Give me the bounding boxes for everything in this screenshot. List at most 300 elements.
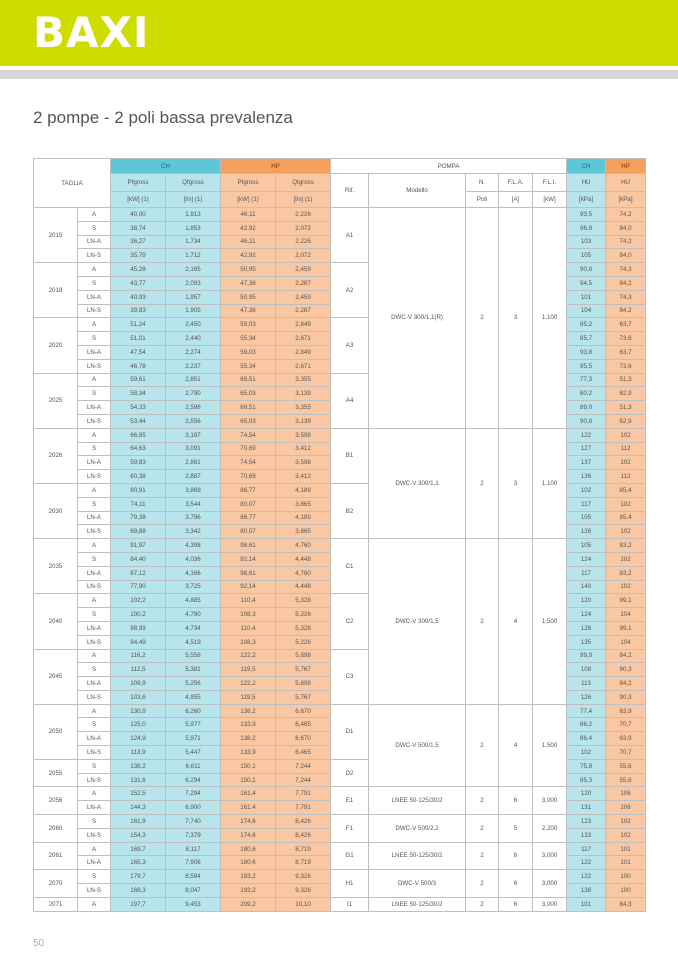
hu-hp-cell: 102 (606, 580, 646, 594)
hu-ch-cell: 122 (567, 870, 606, 884)
qtgross-cell: 9,326 (276, 870, 331, 884)
qtgross-cell: 6,465 (276, 746, 331, 760)
header-pfgross: Pfgross (111, 174, 166, 192)
hu-hp-cell: 51,3 (606, 401, 646, 415)
variant-cell: LN-A (78, 456, 111, 470)
variant-cell: S (78, 497, 111, 511)
fli-cell: 3,000 (533, 787, 567, 815)
pfgross-cell: 35,79 (111, 249, 166, 263)
header-ptgross: Ptgross (221, 174, 276, 192)
variant-cell: LN-A (78, 566, 111, 580)
pfgross-cell: 43,77 (111, 276, 166, 290)
hu-ch-cell: 105 (567, 511, 606, 525)
unit-fli: [kW] (533, 192, 567, 208)
qfgross-cell: 5,447 (166, 746, 221, 760)
qtgross-cell: 2,459 (276, 290, 331, 304)
taglia-cell: 2040 (34, 594, 78, 649)
hu-hp-cell: 73,6 (606, 359, 646, 373)
hu-hp-cell: 84,0 (606, 221, 646, 235)
fla-cell: 3 (499, 428, 533, 538)
page-title: 2 pompe - 2 poli bassa prevalenza (33, 108, 293, 127)
variant-cell: A (78, 428, 111, 442)
qtgross-cell: 2,287 (276, 276, 331, 290)
pfgross-cell: 54,33 (111, 401, 166, 415)
taglia-cell: 2045 (34, 649, 78, 704)
ptgross-cell: 122,2 (221, 677, 276, 691)
hu-hp-cell: 63,9 (606, 704, 646, 718)
hu-ch-cell: 108 (567, 663, 606, 677)
variant-cell: S (78, 332, 111, 346)
variant-cell: S (78, 442, 111, 456)
qtgross-cell: 5,767 (276, 690, 331, 704)
rif-cell: C1 (331, 539, 369, 594)
qtgross-cell: 2,072 (276, 249, 331, 263)
qfgross-cell: 3,091 (166, 442, 221, 456)
qtgross-cell: 10,10 (276, 897, 331, 911)
variant-cell: S (78, 759, 111, 773)
qfgross-cell: 5,256 (166, 677, 221, 691)
fli-cell: 2,200 (533, 815, 567, 843)
qtgross-cell: 2,849 (276, 345, 331, 359)
qfgross-cell: 2,598 (166, 401, 221, 415)
qtgross-cell: 6,670 (276, 704, 331, 718)
qtgross-cell: 5,328 (276, 594, 331, 608)
qtgross-cell: 3,355 (276, 401, 331, 415)
hu-hp-cell: 101 (606, 842, 646, 856)
pfgross-cell: 69,88 (111, 525, 166, 539)
hu-hp-cell: 84,2 (606, 276, 646, 290)
variant-cell: A (78, 594, 111, 608)
qtgross-cell: 7,791 (276, 787, 331, 801)
pfgross-cell: 46,78 (111, 359, 166, 373)
header-ch-right: CH (567, 159, 606, 174)
hu-hp-cell: 84,2 (606, 677, 646, 691)
hu-hp-cell: 104 (606, 635, 646, 649)
pfgross-cell: 80,91 (111, 483, 166, 497)
variant-cell: LN-S (78, 304, 111, 318)
qfgross-cell: 2,093 (166, 276, 221, 290)
variant-cell: A (78, 704, 111, 718)
pfgross-cell: 58,34 (111, 387, 166, 401)
unit-qtgross: [l/s] (1) (276, 192, 331, 208)
ptgross-cell: 46,11 (221, 235, 276, 249)
hu-hp-cell: 74,2 (606, 235, 646, 249)
ptgross-cell: 50,95 (221, 290, 276, 304)
pfgross-cell: 47,54 (111, 345, 166, 359)
pfgross-cell: 51,01 (111, 332, 166, 346)
ptgross-cell: 65,03 (221, 414, 276, 428)
header-qfgross: Qfgross (166, 174, 221, 192)
modello-cell: DWC-V 500/1,5 (369, 704, 466, 787)
pfgross-cell: 64,63 (111, 442, 166, 456)
hu-hp-cell: 112 (606, 442, 646, 456)
variant-cell: LN-A (78, 401, 111, 415)
poli-cell: 2 (466, 539, 499, 705)
qtgross-cell: 2,671 (276, 359, 331, 373)
qfgross-cell: 3,544 (166, 497, 221, 511)
hu-ch-cell: 136 (567, 470, 606, 484)
ptgross-cell: 161,4 (221, 801, 276, 815)
header-modello: Modello (369, 174, 466, 208)
fli-cell: 1,500 (533, 539, 567, 705)
pfgross-cell: 60,38 (111, 470, 166, 484)
hu-ch-cell: 124 (567, 608, 606, 622)
qfgross-cell: 6,900 (166, 801, 221, 815)
taglia-cell: 2056 (34, 787, 78, 815)
pfgross-cell: 84,40 (111, 552, 166, 566)
pfgross-cell: 59,83 (111, 456, 166, 470)
taglia-cell: 2070 (34, 870, 78, 898)
qtgross-cell: 7,244 (276, 759, 331, 773)
hu-hp-cell: 70,7 (606, 746, 646, 760)
ptgross-cell: 55,34 (221, 359, 276, 373)
fla-cell: 6 (499, 870, 533, 898)
ptgross-cell: 80,07 (221, 525, 276, 539)
hu-ch-cell: 105 (567, 539, 606, 553)
qtgross-cell: 6,465 (276, 718, 331, 732)
hu-hp-cell: 102 (606, 525, 646, 539)
variant-cell: S (78, 663, 111, 677)
hu-ch-cell: 131 (567, 801, 606, 815)
hu-hp-cell: 83,2 (606, 566, 646, 580)
header-taglia: TAGLIA (34, 159, 111, 208)
hu-ch-cell: 75,8 (567, 759, 606, 773)
pfgross-cell: 38,74 (111, 221, 166, 235)
qtgross-cell: 2,226 (276, 235, 331, 249)
unit-pfgross: [kW] (1) (111, 192, 166, 208)
pfgross-cell: 116,2 (111, 649, 166, 663)
poli-cell: 2 (466, 787, 499, 815)
header-fli: F.L.I. (533, 174, 567, 192)
ptgross-cell: 174,6 (221, 815, 276, 829)
modello-cell: DWC-V 500/2,2 (369, 815, 466, 843)
header-rif: Rif. (331, 174, 369, 208)
qfgross-cell: 2,274 (166, 345, 221, 359)
fla-cell: 4 (499, 539, 533, 705)
ptgross-cell: 98,61 (221, 539, 276, 553)
fla-cell: 3 (499, 208, 533, 429)
ptgross-cell: 74,54 (221, 428, 276, 442)
variant-cell: LN-A (78, 677, 111, 691)
fla-cell: 6 (499, 787, 533, 815)
pfgross-cell: 144,3 (111, 801, 166, 815)
hu-ch-cell: 135 (567, 635, 606, 649)
qfgross-cell: 4,036 (166, 552, 221, 566)
hu-ch-cell: 94,5 (567, 276, 606, 290)
hu-ch-cell: 89,0 (567, 401, 606, 415)
variant-cell: A (78, 263, 111, 277)
qfgross-cell: 2,790 (166, 387, 221, 401)
qfgross-cell: 7,740 (166, 815, 221, 829)
pfgross-cell: 109,9 (111, 677, 166, 691)
taglia-cell: 2025 (34, 373, 78, 428)
poli-cell: 2 (466, 870, 499, 898)
variant-cell: S (78, 718, 111, 732)
qtgross-cell: 3,598 (276, 456, 331, 470)
qfgross-cell: 3,725 (166, 580, 221, 594)
hu-ch-cell: 77,4 (567, 704, 606, 718)
fla-cell: 5 (499, 815, 533, 843)
hu-hp-cell: 84,2 (606, 649, 646, 663)
qfgross-cell: 2,450 (166, 318, 221, 332)
pfgross-cell: 59,61 (111, 373, 166, 387)
fli-cell: 1,100 (533, 208, 567, 429)
qtgross-cell: 8,426 (276, 828, 331, 842)
ptgross-cell: 86,77 (221, 483, 276, 497)
pfgross-cell: 125,0 (111, 718, 166, 732)
qtgross-cell: 2,671 (276, 332, 331, 346)
qfgross-cell: 4,734 (166, 621, 221, 635)
modello-cell: DWC-V 300/1,5 (369, 539, 466, 705)
hu-hp-cell: 102 (606, 815, 646, 829)
variant-cell: LN-S (78, 773, 111, 787)
hu-ch-cell: 93,5 (567, 208, 606, 222)
variant-cell: LN-S (78, 884, 111, 898)
qfgross-cell: 9,453 (166, 897, 221, 911)
ptgross-cell: 98,61 (221, 566, 276, 580)
table-row (34, 208, 646, 222)
variant-cell: A (78, 318, 111, 332)
qfgross-cell: 1,957 (166, 290, 221, 304)
grey-divider-band (0, 70, 678, 79)
hu-hp-cell: 63,9 (606, 732, 646, 746)
fli-cell: 1,100 (533, 428, 567, 538)
qfgross-cell: 3,197 (166, 428, 221, 442)
qfgross-cell: 1,734 (166, 235, 221, 249)
hu-hp-cell: 99,1 (606, 594, 646, 608)
ptgross-cell: 69,51 (221, 401, 276, 415)
fli-cell: 3,000 (533, 897, 567, 911)
hu-hp-cell: 74,3 (606, 263, 646, 277)
hu-hp-cell: 102 (606, 552, 646, 566)
hu-ch-cell: 80,2 (567, 387, 606, 401)
qtgross-cell: 3,355 (276, 373, 331, 387)
hu-hp-cell: 102 (606, 456, 646, 470)
header-hu-ch: HU (567, 174, 606, 192)
modello-cell: LNEE 50-125/30/2 (369, 842, 466, 870)
hu-ch-cell: 117 (567, 497, 606, 511)
hu-hp-cell: 51,3 (606, 373, 646, 387)
variant-cell: S (78, 815, 111, 829)
variant-cell: LN-S (78, 470, 111, 484)
qfgross-cell: 3,796 (166, 511, 221, 525)
hu-ch-cell: 122 (567, 856, 606, 870)
variant-cell: LN-A (78, 290, 111, 304)
hu-hp-cell: 85,4 (606, 483, 646, 497)
qtgross-cell: 9,326 (276, 884, 331, 898)
qtgross-cell: 5,226 (276, 608, 331, 622)
hu-ch-cell: 77,3 (567, 373, 606, 387)
pfgross-cell: 91,97 (111, 539, 166, 553)
hu-hp-cell: 84,2 (606, 304, 646, 318)
pfgross-cell: 131,6 (111, 773, 166, 787)
ptgross-cell: 110,4 (221, 621, 276, 635)
hu-ch-cell: 133 (567, 828, 606, 842)
header-band (0, 0, 678, 66)
fli-cell: 3,000 (533, 870, 567, 898)
pfgross-cell: 103,6 (111, 690, 166, 704)
hu-hp-cell: 90,3 (606, 663, 646, 677)
fli-cell: 3,000 (533, 842, 567, 870)
variant-cell: A (78, 208, 111, 222)
rif-cell: H1 (331, 870, 369, 898)
pfgross-cell: 98,99 (111, 621, 166, 635)
hu-hp-cell: 100 (606, 884, 646, 898)
qtgross-cell: 3,598 (276, 428, 331, 442)
poli-cell: 2 (466, 704, 499, 787)
hu-hp-cell: 55,6 (606, 773, 646, 787)
variant-cell: A (78, 649, 111, 663)
modello-cell: DWC-V 500/3 (369, 870, 466, 898)
variant-cell: S (78, 552, 111, 566)
header-hp-right: HP (606, 159, 646, 174)
qtgross-cell: 3,139 (276, 387, 331, 401)
variant-cell: S (78, 387, 111, 401)
unit-qfgross: [l/s] (1) (166, 192, 221, 208)
taglia-cell: 2061 (34, 842, 78, 870)
qfgross-cell: 1,905 (166, 304, 221, 318)
hu-ch-cell: 117 (567, 842, 606, 856)
hu-ch-cell: 123 (567, 815, 606, 829)
poli-cell: 2 (466, 208, 499, 429)
variant-cell: LN-S (78, 635, 111, 649)
qtgross-cell: 8,719 (276, 842, 331, 856)
ptgross-cell: 108,3 (221, 635, 276, 649)
qfgross-cell: 4,519 (166, 635, 221, 649)
hu-ch-cell: 127 (567, 442, 606, 456)
variant-cell: A (78, 842, 111, 856)
pfgross-cell: 40,00 (111, 208, 166, 222)
table-row (34, 428, 646, 442)
hu-hp-cell: 100 (606, 870, 646, 884)
hu-ch-cell: 126 (567, 621, 606, 635)
pfgross-cell: 113,9 (111, 746, 166, 760)
hu-hp-cell: 106 (606, 787, 646, 801)
ptgross-cell: 47,38 (221, 304, 276, 318)
modello-cell: DWC-V 300/1,1(R) (369, 208, 466, 429)
pfgross-cell: 154,3 (111, 828, 166, 842)
pfgross-cell: 40,93 (111, 290, 166, 304)
qtgross-cell: 4,448 (276, 552, 331, 566)
ptgross-cell: 180,6 (221, 856, 276, 870)
rif-cell: A2 (331, 263, 369, 318)
ptgross-cell: 69,51 (221, 373, 276, 387)
baxi-logo: BAXI (33, 8, 150, 57)
header-ch: CH (111, 159, 221, 174)
qfgross-cell: 5,977 (166, 718, 221, 732)
hu-hp-cell: 102 (606, 828, 646, 842)
taglia-cell: 2060 (34, 815, 78, 843)
hu-ch-cell: 86,2 (567, 718, 606, 732)
poli-cell: 2 (466, 897, 499, 911)
rif-cell: I1 (331, 897, 369, 911)
variant-cell: S (78, 608, 111, 622)
pfgross-cell: 161,9 (111, 815, 166, 829)
variant-cell: LN-A (78, 235, 111, 249)
hu-hp-cell: 62,9 (606, 414, 646, 428)
qtgross-cell: 4,189 (276, 483, 331, 497)
unit-poli: Poli (466, 192, 499, 208)
variant-cell: LN-A (78, 856, 111, 870)
hu-hp-cell: 112 (606, 470, 646, 484)
ptgross-cell: 55,34 (221, 332, 276, 346)
variant-cell: LN-S (78, 746, 111, 760)
qfgross-cell: 7,379 (166, 828, 221, 842)
table-body (34, 208, 646, 912)
table-row (34, 842, 646, 856)
taglia-cell: 2020 (34, 318, 78, 373)
qfgross-cell: 1,913 (166, 208, 221, 222)
hu-hp-cell: 74,3 (606, 290, 646, 304)
qfgross-cell: 4,885 (166, 594, 221, 608)
qfgross-cell: 4,955 (166, 690, 221, 704)
ptgross-cell: 59,03 (221, 345, 276, 359)
qtgross-cell: 6,670 (276, 732, 331, 746)
variant-cell: A (78, 787, 111, 801)
qfgross-cell: 6,260 (166, 704, 221, 718)
hu-ch-cell: 85,2 (567, 318, 606, 332)
qfgross-cell: 2,861 (166, 456, 221, 470)
pfgross-cell: 36,27 (111, 235, 166, 249)
hu-ch-cell: 99,9 (567, 649, 606, 663)
variant-cell: LN-A (78, 732, 111, 746)
pfgross-cell: 168,3 (111, 884, 166, 898)
fla-cell: 6 (499, 842, 533, 870)
pfgross-cell: 100,2 (111, 608, 166, 622)
rif-cell: B2 (331, 483, 369, 538)
ptgross-cell: 92,14 (221, 552, 276, 566)
ptgross-cell: 42,92 (221, 249, 276, 263)
variant-cell: A (78, 373, 111, 387)
variant-cell: LN-S (78, 414, 111, 428)
hu-ch-cell: 85,3 (567, 773, 606, 787)
qfgross-cell: 4,790 (166, 608, 221, 622)
pfgross-cell: 165,3 (111, 856, 166, 870)
ptgross-cell: 133,9 (221, 718, 276, 732)
rif-cell: E1 (331, 787, 369, 815)
performance-table (33, 158, 646, 912)
qfgross-cell: 8,047 (166, 884, 221, 898)
hu-ch-cell: 102 (567, 483, 606, 497)
hu-ch-cell: 126 (567, 690, 606, 704)
pfgross-cell: 112,5 (111, 663, 166, 677)
qtgross-cell: 2,072 (276, 221, 331, 235)
qtgross-cell: 2,849 (276, 318, 331, 332)
ptgross-cell: 80,07 (221, 497, 276, 511)
hu-hp-cell: 104 (606, 608, 646, 622)
pfgross-cell: 179,7 (111, 870, 166, 884)
variant-cell: S (78, 276, 111, 290)
variant-cell: LN-S (78, 828, 111, 842)
qfgross-cell: 5,971 (166, 732, 221, 746)
pfgross-cell: 152,5 (111, 787, 166, 801)
pfgross-cell: 51,24 (111, 318, 166, 332)
ptgross-cell: 92,14 (221, 580, 276, 594)
hu-ch-cell: 96,9 (567, 221, 606, 235)
hu-ch-cell: 124 (567, 552, 606, 566)
modello-cell: LNEE 50-125/30/2 (369, 787, 466, 815)
variant-cell: LN-A (78, 511, 111, 525)
rif-cell: D1 (331, 704, 369, 759)
ptgross-cell: 122,2 (221, 649, 276, 663)
taglia-cell: 2018 (34, 263, 78, 318)
unit-hu-hp: [kPa] (606, 192, 646, 208)
pfgross-cell: 45,28 (111, 263, 166, 277)
rif-cell: A3 (331, 318, 369, 373)
ptgross-cell: 193,2 (221, 870, 276, 884)
qtgross-cell: 5,767 (276, 663, 331, 677)
header-n: N. (466, 174, 499, 192)
